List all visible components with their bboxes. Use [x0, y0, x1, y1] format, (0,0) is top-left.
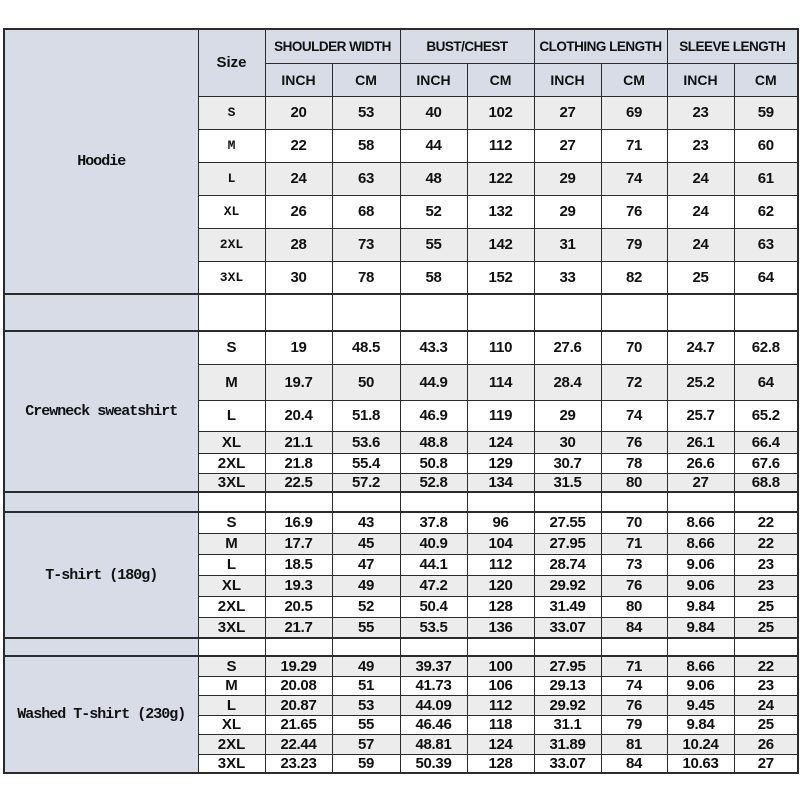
- value-cell: 20.4: [265, 400, 332, 431]
- spacer-cell: [198, 492, 265, 512]
- value-cell: 112: [467, 129, 534, 162]
- value-cell: 47: [332, 554, 400, 575]
- value-cell: 55.4: [332, 453, 400, 473]
- size-cell: 2XL: [198, 596, 265, 617]
- value-cell: 46.46: [400, 715, 467, 734]
- value-cell: 51.8: [332, 400, 400, 431]
- value-cell: 31.89: [534, 734, 601, 754]
- unit-header-cell: CM: [332, 63, 400, 96]
- value-cell: 27: [534, 96, 601, 129]
- value-cell: 134: [467, 473, 534, 492]
- data-row: [4, 656, 798, 676]
- value-cell: 142: [467, 228, 534, 261]
- spacer-cell: [601, 638, 667, 656]
- value-cell: 41.73: [400, 676, 467, 695]
- group-header-cell-3: SLEEVE LENGTH: [667, 29, 798, 63]
- value-cell: 79: [601, 715, 667, 734]
- value-cell: 112: [467, 695, 534, 715]
- value-cell: 53: [332, 695, 400, 715]
- value-cell: 114: [467, 364, 534, 400]
- value-cell: 118: [467, 715, 534, 734]
- size-table-body: [4, 29, 798, 773]
- size-cell: 2XL: [198, 453, 265, 473]
- value-cell: 128: [467, 596, 534, 617]
- spacer-row: [4, 294, 798, 331]
- size-cell: S: [198, 96, 265, 129]
- value-cell: 30.7: [534, 453, 601, 473]
- value-cell: 76: [601, 195, 667, 228]
- value-cell: 152: [467, 261, 534, 294]
- size-cell: M: [198, 364, 265, 400]
- product-cell: Hoodie: [4, 29, 198, 294]
- value-cell: 112: [467, 554, 534, 575]
- value-cell: 22: [734, 512, 798, 533]
- value-cell: 78: [601, 453, 667, 473]
- value-cell: 24: [734, 695, 798, 715]
- value-cell: 76: [601, 431, 667, 453]
- value-cell: 124: [467, 734, 534, 754]
- value-cell: 21.7: [265, 617, 332, 638]
- value-cell: 23: [734, 676, 798, 695]
- value-cell: 67.6: [734, 453, 798, 473]
- size-chart: [3, 28, 799, 774]
- value-cell: 8.66: [667, 656, 734, 676]
- value-cell: 26.6: [667, 453, 734, 473]
- value-cell: 25: [734, 617, 798, 638]
- value-cell: 28.74: [534, 554, 601, 575]
- value-cell: 44.9: [400, 364, 467, 400]
- value-cell: 25: [734, 715, 798, 734]
- value-cell: 22: [265, 129, 332, 162]
- size-cell: L: [198, 162, 265, 195]
- value-cell: 44.09: [400, 695, 467, 715]
- value-cell: 50.39: [400, 754, 467, 773]
- spacer-cell: [601, 294, 667, 331]
- value-cell: 104: [467, 533, 534, 554]
- value-cell: 19.29: [265, 656, 332, 676]
- size-cell: M: [198, 533, 265, 554]
- value-cell: 33.07: [534, 754, 601, 773]
- spacer-cell: [332, 638, 400, 656]
- group-header-cell-2: CLOTHING LENGTH: [534, 29, 667, 63]
- value-cell: 23: [734, 554, 798, 575]
- value-cell: 17.7: [265, 533, 332, 554]
- size-cell: XL: [198, 715, 265, 734]
- value-cell: 49: [332, 575, 400, 596]
- size-cell: XL: [198, 195, 265, 228]
- spacer-cell: [467, 294, 534, 331]
- value-cell: 19.3: [265, 575, 332, 596]
- size-cell: 3XL: [198, 473, 265, 492]
- value-cell: 76: [601, 575, 667, 596]
- value-cell: 24: [265, 162, 332, 195]
- value-cell: 16.9: [265, 512, 332, 533]
- value-cell: 10.63: [667, 754, 734, 773]
- spacer-cell: [534, 492, 601, 512]
- value-cell: 122: [467, 162, 534, 195]
- value-cell: 63: [332, 162, 400, 195]
- value-cell: 53.6: [332, 431, 400, 453]
- value-cell: 9.45: [667, 695, 734, 715]
- value-cell: 9.06: [667, 676, 734, 695]
- value-cell: 52: [400, 195, 467, 228]
- spacer-cell: [332, 492, 400, 512]
- value-cell: 74: [601, 676, 667, 695]
- value-cell: 29.13: [534, 676, 601, 695]
- value-cell: 60: [734, 129, 798, 162]
- value-cell: 25: [734, 596, 798, 617]
- value-cell: 44: [400, 129, 467, 162]
- value-cell: 48.5: [332, 331, 400, 364]
- spacer-cell: [265, 294, 332, 331]
- value-cell: 81: [601, 734, 667, 754]
- value-cell: 49: [332, 656, 400, 676]
- value-cell: 119: [467, 400, 534, 431]
- spacer-row: [4, 638, 798, 656]
- value-cell: 20.08: [265, 676, 332, 695]
- value-cell: 106: [467, 676, 534, 695]
- size-cell: S: [198, 656, 265, 676]
- size-cell: XL: [198, 575, 265, 596]
- value-cell: 25.7: [667, 400, 734, 431]
- size-cell: L: [198, 554, 265, 575]
- size-table: [3, 28, 799, 774]
- value-cell: 24: [667, 228, 734, 261]
- value-cell: 62.8: [734, 331, 798, 364]
- value-cell: 31.1: [534, 715, 601, 734]
- value-cell: 39.37: [400, 656, 467, 676]
- spacer-cell: [265, 492, 332, 512]
- value-cell: 59: [332, 754, 400, 773]
- value-cell: 50.4: [400, 596, 467, 617]
- value-cell: 47.2: [400, 575, 467, 596]
- value-cell: 79: [601, 228, 667, 261]
- value-cell: 52.8: [400, 473, 467, 492]
- value-cell: 29: [534, 400, 601, 431]
- value-cell: 53: [332, 96, 400, 129]
- value-cell: 23.23: [265, 754, 332, 773]
- value-cell: 64: [734, 364, 798, 400]
- size-cell: 2XL: [198, 734, 265, 754]
- value-cell: 73: [601, 554, 667, 575]
- value-cell: 59: [734, 96, 798, 129]
- spacer-cell: [467, 638, 534, 656]
- spacer-cell: [734, 638, 798, 656]
- value-cell: 29: [534, 162, 601, 195]
- product-cell: Crewneck sweatshirt: [4, 331, 198, 492]
- value-cell: 52: [332, 596, 400, 617]
- value-cell: 31: [534, 228, 601, 261]
- value-cell: 129: [467, 453, 534, 473]
- unit-header-cell: CM: [734, 63, 798, 96]
- value-cell: 64: [734, 261, 798, 294]
- value-cell: 28.4: [534, 364, 601, 400]
- value-cell: 22.5: [265, 473, 332, 492]
- unit-header-cell: INCH: [265, 63, 332, 96]
- group-header-cell-0: SHOULDER WIDTH: [265, 29, 400, 63]
- size-cell: L: [198, 695, 265, 715]
- value-cell: 37.8: [400, 512, 467, 533]
- value-cell: 27: [734, 754, 798, 773]
- value-cell: 43: [332, 512, 400, 533]
- size-cell: L: [198, 400, 265, 431]
- value-cell: 50.8: [400, 453, 467, 473]
- spacer-label-cell: [4, 294, 198, 331]
- value-cell: 74: [601, 400, 667, 431]
- value-cell: 26.1: [667, 431, 734, 453]
- value-cell: 20: [265, 96, 332, 129]
- value-cell: 27.95: [534, 533, 601, 554]
- spacer-label-cell: [4, 492, 198, 512]
- value-cell: 18.5: [265, 554, 332, 575]
- value-cell: 70: [601, 512, 667, 533]
- spacer-cell: [198, 638, 265, 656]
- size-cell: 3XL: [198, 754, 265, 773]
- value-cell: 19: [265, 331, 332, 364]
- size-cell: XL: [198, 431, 265, 453]
- size-header-cell: Size: [198, 29, 265, 96]
- value-cell: 78: [332, 261, 400, 294]
- value-cell: 23: [667, 96, 734, 129]
- data-row: [4, 512, 798, 533]
- value-cell: 84: [601, 617, 667, 638]
- value-cell: 24: [667, 162, 734, 195]
- spacer-cell: [734, 294, 798, 331]
- value-cell: 29.92: [534, 695, 601, 715]
- value-cell: 43.3: [400, 331, 467, 364]
- value-cell: 30: [534, 431, 601, 453]
- spacer-cell: [265, 638, 332, 656]
- value-cell: 72: [601, 364, 667, 400]
- value-cell: 24: [667, 195, 734, 228]
- value-cell: 46.9: [400, 400, 467, 431]
- value-cell: 31.5: [534, 473, 601, 492]
- value-cell: 33.07: [534, 617, 601, 638]
- value-cell: 44.1: [400, 554, 467, 575]
- value-cell: 50: [332, 364, 400, 400]
- value-cell: 71: [601, 129, 667, 162]
- value-cell: 48.81: [400, 734, 467, 754]
- value-cell: 55: [332, 617, 400, 638]
- value-cell: 27.95: [534, 656, 601, 676]
- value-cell: 63: [734, 228, 798, 261]
- size-cell: S: [198, 512, 265, 533]
- value-cell: 80: [601, 596, 667, 617]
- value-cell: 24.7: [667, 331, 734, 364]
- value-cell: 48.8: [400, 431, 467, 453]
- value-cell: 76: [601, 695, 667, 715]
- value-cell: 57.2: [332, 473, 400, 492]
- spacer-cell: [400, 492, 467, 512]
- spacer-cell: [601, 492, 667, 512]
- header-row-groups: [4, 29, 798, 63]
- value-cell: 10.24: [667, 734, 734, 754]
- value-cell: 26: [734, 734, 798, 754]
- value-cell: 26: [265, 195, 332, 228]
- value-cell: 21.8: [265, 453, 332, 473]
- value-cell: 40: [400, 96, 467, 129]
- value-cell: 21.65: [265, 715, 332, 734]
- value-cell: 110: [467, 331, 534, 364]
- value-cell: 65.2: [734, 400, 798, 431]
- value-cell: 27: [667, 473, 734, 492]
- value-cell: 51: [332, 676, 400, 695]
- value-cell: 57: [332, 734, 400, 754]
- value-cell: 132: [467, 195, 534, 228]
- value-cell: 84: [601, 754, 667, 773]
- data-row: [4, 331, 798, 364]
- value-cell: 55: [400, 228, 467, 261]
- value-cell: 30: [265, 261, 332, 294]
- value-cell: 9.84: [667, 617, 734, 638]
- value-cell: 71: [601, 533, 667, 554]
- size-cell: M: [198, 129, 265, 162]
- value-cell: 20.87: [265, 695, 332, 715]
- value-cell: 22: [734, 533, 798, 554]
- value-cell: 9.84: [667, 715, 734, 734]
- value-cell: 25.2: [667, 364, 734, 400]
- spacer-cell: [332, 294, 400, 331]
- value-cell: 96: [467, 512, 534, 533]
- value-cell: 40.9: [400, 533, 467, 554]
- size-cell: M: [198, 676, 265, 695]
- spacer-label-cell: [4, 638, 198, 656]
- value-cell: 66.4: [734, 431, 798, 453]
- spacer-cell: [400, 294, 467, 331]
- value-cell: 53.5: [400, 617, 467, 638]
- value-cell: 25: [667, 261, 734, 294]
- value-cell: 73: [332, 228, 400, 261]
- value-cell: 68.8: [734, 473, 798, 492]
- value-cell: 120: [467, 575, 534, 596]
- value-cell: 21.1: [265, 431, 332, 453]
- size-cell: 2XL: [198, 228, 265, 261]
- unit-header-cell: CM: [601, 63, 667, 96]
- value-cell: 61: [734, 162, 798, 195]
- value-cell: 68: [332, 195, 400, 228]
- spacer-cell: [400, 638, 467, 656]
- size-cell: 3XL: [198, 261, 265, 294]
- value-cell: 31.49: [534, 596, 601, 617]
- value-cell: 33: [534, 261, 601, 294]
- spacer-cell: [667, 294, 734, 331]
- size-cell: S: [198, 331, 265, 364]
- group-header-cell-1: BUST/CHEST: [400, 29, 534, 63]
- unit-header-cell: CM: [467, 63, 534, 96]
- value-cell: 8.66: [667, 512, 734, 533]
- value-cell: 27.6: [534, 331, 601, 364]
- value-cell: 82: [601, 261, 667, 294]
- value-cell: 70: [601, 331, 667, 364]
- value-cell: 80: [601, 473, 667, 492]
- value-cell: 55: [332, 715, 400, 734]
- value-cell: 27: [534, 129, 601, 162]
- spacer-cell: [667, 492, 734, 512]
- value-cell: 136: [467, 617, 534, 638]
- value-cell: 22: [734, 656, 798, 676]
- unit-header-cell: INCH: [400, 63, 467, 96]
- value-cell: 22.44: [265, 734, 332, 754]
- value-cell: 74: [601, 162, 667, 195]
- value-cell: 128: [467, 754, 534, 773]
- value-cell: 48: [400, 162, 467, 195]
- spacer-cell: [667, 638, 734, 656]
- value-cell: 71: [601, 656, 667, 676]
- spacer-row: [4, 492, 798, 512]
- product-cell: Washed T-shirt (230g): [4, 656, 198, 773]
- value-cell: 100: [467, 656, 534, 676]
- value-cell: 58: [400, 261, 467, 294]
- value-cell: 45: [332, 533, 400, 554]
- value-cell: 28: [265, 228, 332, 261]
- value-cell: 23: [667, 129, 734, 162]
- value-cell: 9.06: [667, 554, 734, 575]
- value-cell: 29.92: [534, 575, 601, 596]
- value-cell: 102: [467, 96, 534, 129]
- value-cell: 23: [734, 575, 798, 596]
- spacer-cell: [467, 492, 534, 512]
- unit-header-cell: INCH: [534, 63, 601, 96]
- value-cell: 27.55: [534, 512, 601, 533]
- value-cell: 9.84: [667, 596, 734, 617]
- size-cell: 3XL: [198, 617, 265, 638]
- value-cell: 69: [601, 96, 667, 129]
- spacer-cell: [198, 294, 265, 331]
- value-cell: 62: [734, 195, 798, 228]
- unit-header-cell: INCH: [667, 63, 734, 96]
- value-cell: 29: [534, 195, 601, 228]
- value-cell: 20.5: [265, 596, 332, 617]
- value-cell: 19.7: [265, 364, 332, 400]
- value-cell: 9.06: [667, 575, 734, 596]
- spacer-cell: [734, 492, 798, 512]
- value-cell: 124: [467, 431, 534, 453]
- spacer-cell: [534, 638, 601, 656]
- spacer-cell: [534, 294, 601, 331]
- product-cell: T-shirt (180g): [4, 512, 198, 638]
- value-cell: 8.66: [667, 533, 734, 554]
- value-cell: 58: [332, 129, 400, 162]
